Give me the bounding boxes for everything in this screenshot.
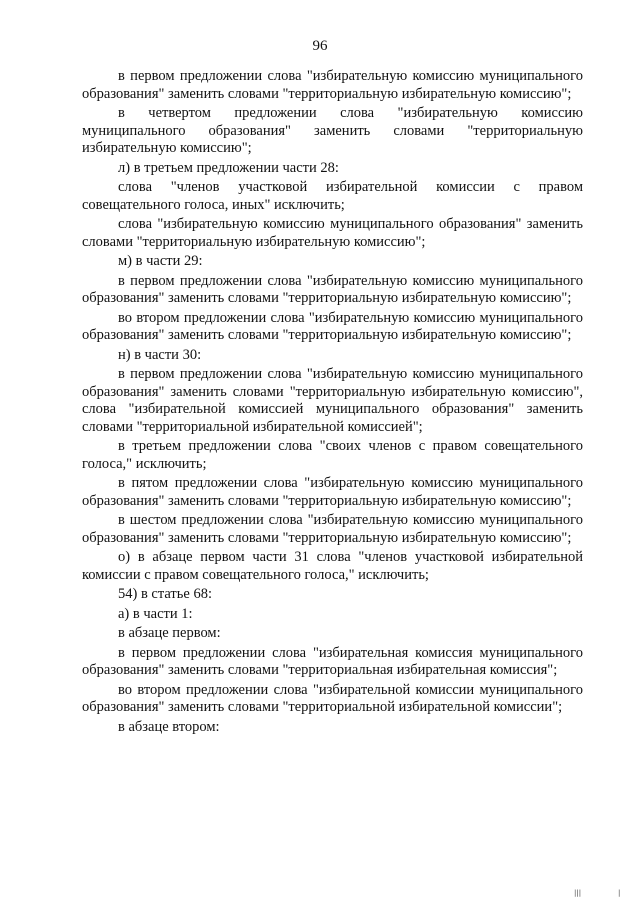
paragraph: в первом предложении слова "избирательную комиссию муниципального образования" заменить словами "территориальную избирательную комиссию", слова "избирательной комиссией муниципального образования" заменить словами "территориальной избирательной комиссией"; bbox=[82, 366, 583, 435]
paragraph: слова "членов участковой избирательной комиссии с правом совещательного голоса, иных" исключить; bbox=[82, 179, 583, 213]
paragraph: слова "избирательную комиссию муниципального образования" заменить словами "территориальную избирательную комиссию"; bbox=[82, 216, 583, 250]
paragraph: м) в части 29: bbox=[118, 253, 203, 269]
document-body bbox=[82, 68, 583, 736]
paragraph: в первом предложении слова "избирательную комиссию муниципального образования" заменить словами "территориальную избирательную комиссию"; bbox=[82, 68, 583, 102]
paragraph: н) в части 30: bbox=[118, 346, 202, 363]
paragraph: а) в части 1: bbox=[118, 605, 193, 622]
paragraph: в пятом предложении слова "избирательную комиссию муниципального образования" заменить словами "территориальную избирательную комиссию"; bbox=[82, 475, 583, 509]
page-number: 96 bbox=[312, 38, 328, 54]
paragraph: л) в третьем предложении части 28: bbox=[118, 159, 339, 176]
paragraph: о) в абзаце первом части 31 слова "членов участковой избирательной комиссии с правом совещательного голоса," исключить; bbox=[82, 549, 583, 583]
paragraph: в шестом предложении слова "избирательную комиссию муниципального образования" заменить словами "территориальную избирательную комиссию"; bbox=[82, 512, 583, 546]
paragraph: в первом предложении слова "избирательную комиссию муниципального образования" заменить словами "территориальную избирательную комиссию"; bbox=[82, 272, 583, 306]
paragraph: в абзаце первом: bbox=[118, 625, 221, 641]
footer-barcode-mark: ||| bbox=[574, 889, 582, 897]
paragraph: во втором предложении слова "избирательной комиссии муниципального образования" заменить словами "территориальной избирательной комиссии"; bbox=[82, 681, 583, 715]
paragraph: в абзаце втором: bbox=[118, 718, 220, 735]
paragraph: 54) в статье 68: bbox=[118, 586, 212, 602]
paragraph: в первом предложении слова "избирательная комиссия муниципального образования" заменить словами "территориальная избирательная комиссия"; bbox=[82, 644, 583, 678]
footer-tick-mark: | bbox=[618, 889, 621, 897]
paragraph: в четвертом предложении слова "избирательную комиссию муниципального образования" заменить словами "территориальную избирательную комиссию"; bbox=[82, 105, 583, 156]
paragraph: во втором предложении слова "избирательную комиссию муниципального образования" заменить словами "территориальную избирательную комиссию"; bbox=[82, 309, 583, 343]
paragraph: в третьем предложении слова "своих членов с правом совещательного голоса," исключить; bbox=[82, 438, 583, 472]
